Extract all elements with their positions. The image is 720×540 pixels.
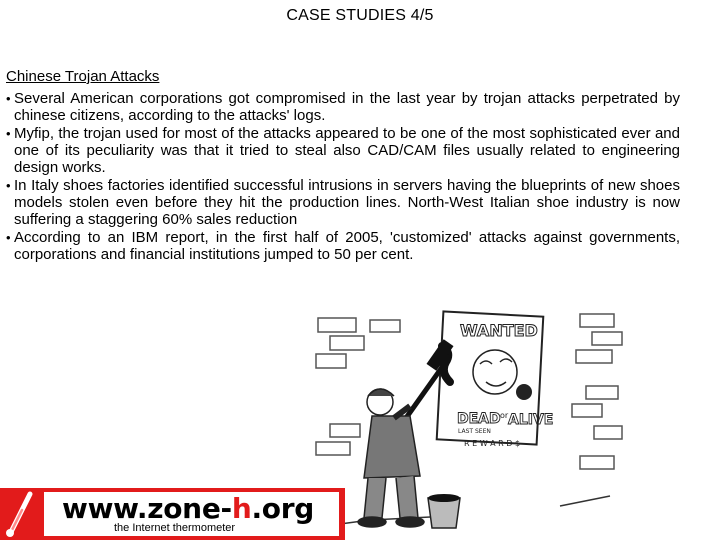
bullet-list [6,90,680,263]
poster-small-text: LAST SEEN [458,428,491,435]
bullet-item: • Several American corporations got compromised in the last year by trojan attacks perpetrated by chinese citizens, according to the attacks' logs. [6,90,680,124]
bullet-item: • Myfip, the trojan used for most of the attacks appeared to be one of the most sophisticated ever and one of its peculiarity was that it tried to steal also CAD/CAM files usually related to engineering design works. [6,125,680,176]
thermometer-icon [4,490,34,538]
poster-reward: R E W A R D $ [464,439,521,448]
poster-title: WANTED [460,321,538,340]
slide-content [6,68,680,264]
url-prefix: www.zone- [62,492,232,525]
banner-tagline: the Internet thermometer [114,522,236,534]
poster-dead: DEAD [457,411,501,427]
bullet-item: • In Italy shoes factories identified successful intrusions in servers having the blueprints of new shoes models stolen even before they hit the production lines. North-West Italian shoe industry is now suffering a staggering 60% sales reduction [6,177,680,228]
banner-url[interactable] [62,492,314,525]
zone-h-banner[interactable] [0,488,345,540]
wanted-poster-cartoon [310,306,628,540]
poster-alive: ALIVE [508,412,554,428]
url-suffix: .org [251,492,314,525]
bullet-item: • According to an IBM report, in the first half of 2005, 'customized' attacks against governments, corporations and financial institutions jumped to 50 per cent. [6,229,680,263]
paint-bucket [428,494,460,528]
section-heading: Chinese Trojan Attacks [6,68,160,85]
slide-title: CASE STUDIES 4/5 [286,7,434,24]
poster-or: or [500,411,509,420]
wanted-poster [437,311,554,448]
banner-panel [44,492,339,536]
url-highlight: h [231,492,252,525]
